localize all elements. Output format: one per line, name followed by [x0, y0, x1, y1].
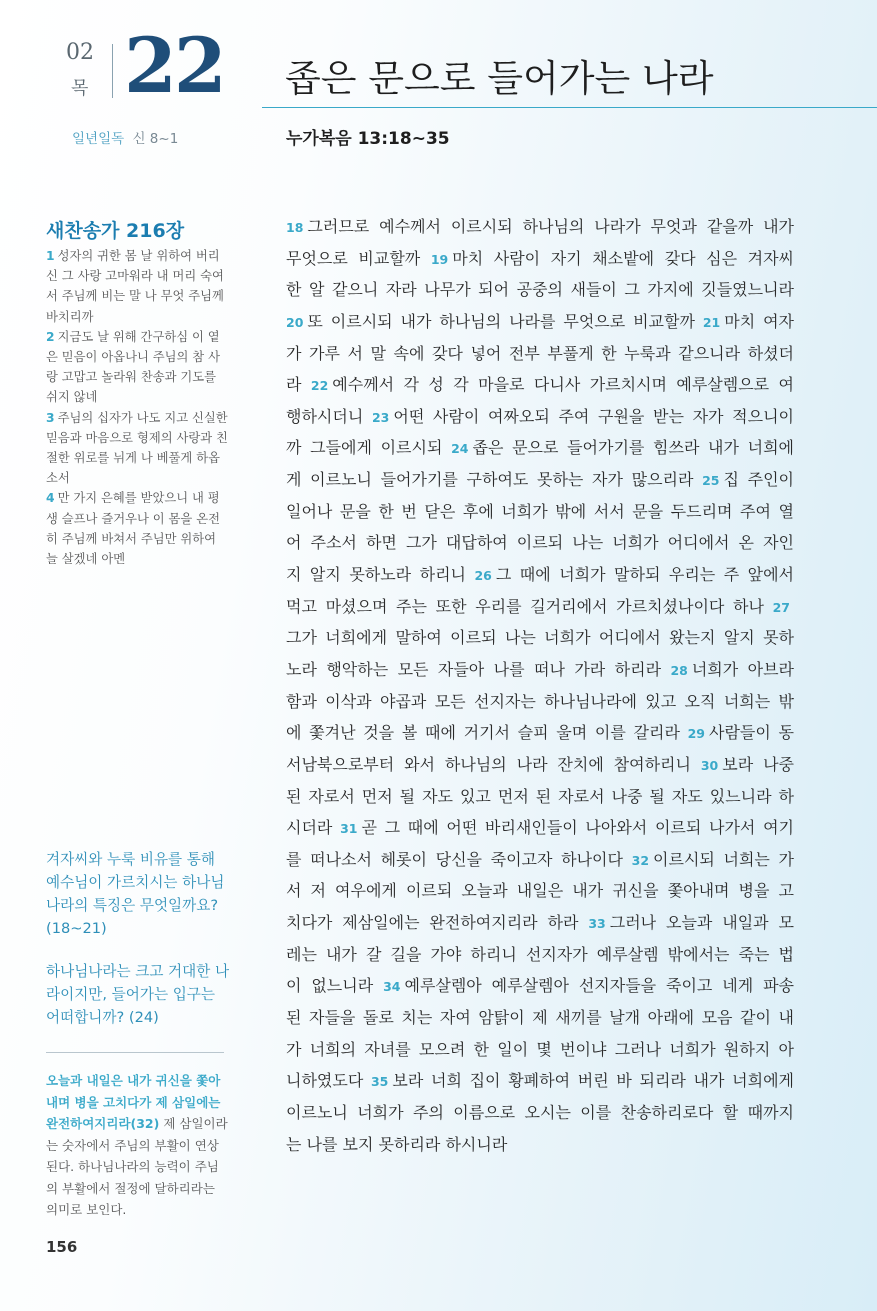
scripture-line	[286, 1097, 794, 1129]
verse-text: 한 알 같으니 자라 나무가 되어 공중의 새들이 그 가지에 깃들였느니라	[286, 280, 794, 300]
verse-text: 노라 행악하는 모든 자들아 나를 떠나 가라 하리라	[286, 659, 671, 679]
scripture-line	[286, 875, 794, 907]
day-number: 22	[124, 21, 224, 110]
verse-text: 그러나 오늘과 내일과 모	[609, 913, 794, 933]
verse-number: 32	[631, 852, 650, 868]
scripture-line	[286, 432, 794, 464]
scripture-line	[286, 1034, 794, 1066]
scripture-line	[286, 306, 794, 338]
verse-number: 27	[772, 599, 790, 615]
scripture-line	[286, 369, 794, 401]
question-1: 겨자씨와 누룩 비유를 통해 예수님이 가르치시는 하나님나라의 특징은 무엇일까요? (18~21)	[46, 851, 225, 937]
scripture-line	[286, 1065, 794, 1097]
month-number: 02	[66, 40, 94, 65]
verse-text: 또 이르시되 내가 하나님의 나라를 무엇으로 비교할까	[307, 311, 703, 331]
verse-text: 너희가 아브라	[691, 659, 794, 679]
scripture-line	[286, 274, 794, 306]
scripture-line	[286, 591, 794, 623]
verse-text: 사람들이 동	[709, 723, 794, 743]
verse-number: 20	[286, 314, 304, 330]
hymn-verse-text: 만 가지 은혜를 받았으니 내 평생 슬프나 즐거우나 이 몸을 온전히 주님께 바쳐서 주님만 위하여 늘 살겠네 아멘	[46, 491, 220, 567]
yearly-reading-label: 일년일독	[72, 131, 125, 147]
verse-text: 레는 내가 갈 길을 가야 하리니 선지자가 예루살렘 밖에서는 죽는 법	[286, 944, 794, 964]
verse-text: 좁은 문으로 들어가기를 힘쓰라 내가 너희에	[472, 438, 794, 458]
scripture-line	[286, 496, 794, 528]
hymn-verse-number: 3	[46, 410, 55, 425]
title-rule	[262, 107, 877, 108]
scripture-line	[286, 1002, 794, 1034]
verse-number: 34	[383, 979, 401, 995]
verse-text: 마치 사람이 자기 채소밭에 갖다 심은 겨자씨	[452, 248, 794, 268]
scripture-line	[286, 907, 794, 939]
verse-text: 예수께서 각 성 각 마을로 다니사 가르치시며 예루살렘으로 여	[332, 375, 794, 395]
scripture-line	[286, 749, 794, 781]
verse-text: 를 떠나소서 헤롯이 당신을 죽이고자 하나이다	[286, 849, 632, 869]
verse-text: 보라 너희 집이 황폐하여 버린 바 되리라 내가 너희에게	[392, 1071, 794, 1091]
verse-text: 이 없느니라	[286, 976, 384, 996]
verse-number: 22	[310, 378, 329, 394]
verse-text: 는 나를 보지 못하리라 하시니라	[286, 1134, 508, 1154]
verse-text: 예루살렘아 예루살렘아 선지자들을 죽이고 네게 파송	[404, 976, 794, 996]
verse-number: 18	[286, 220, 304, 235]
verse-text: 가 너희의 자녀를 모으려 한 일이 몇 번이냐 그러나 너희가 원하지 아	[286, 1039, 794, 1059]
scripture-line	[286, 559, 794, 591]
scripture-line	[286, 527, 794, 559]
verse-number: 31	[340, 821, 358, 837]
hymn-verse	[46, 327, 230, 408]
scripture-line	[286, 654, 794, 686]
hymn-verse-text: 성자의 귀한 몸 날 위하여 버리신 그 사랑 고마워라 내 머리 숙여서 주님께 비는 말 나 무엇 주님께 바치리까	[46, 249, 224, 324]
verse-text: 무엇으로 비교할까	[286, 248, 431, 268]
verse-text: 라	[286, 375, 311, 395]
scripture-line	[286, 781, 794, 813]
scripture-line	[286, 717, 794, 749]
hymn-verse-text: 주님의 십자가 나도 지고 신실한 믿음과 마음으로 형제의 사랑과 친절한 위로를 뉘게 나 베풀게 하옵소서	[46, 410, 228, 486]
verse-number: 19	[430, 251, 449, 267]
verse-number: 33	[588, 916, 606, 932]
verse-text: 가 가루 서 말 속에 갖다 넣어 전부 부풀게 한 누룩과 같으니라 하셨더	[286, 343, 794, 363]
verse-text: 서 저 여우에게 이르되 오늘과 내일은 내가 귀신을 쫓아내며 병을 고	[286, 881, 794, 901]
verse-text: 어떤 사람이 여짜오되 주여 구원을 받는 자가 적으니이	[393, 406, 794, 426]
verse-text: 그 때에 너희가 말하되 우리는 주 앞에서	[495, 565, 795, 585]
verse-number: 21	[702, 314, 721, 330]
date-divider	[112, 44, 113, 98]
verse-text: 마치 여자	[724, 311, 794, 331]
scripture-line	[286, 401, 794, 433]
scripture-line	[286, 812, 794, 844]
scripture-line	[286, 243, 794, 275]
verse-text: 된 자들을 돌로 치는 자여 암탉이 제 새끼를 날개 아래에 모음 같이 내	[286, 1008, 794, 1028]
verse-text: 보라 나중	[722, 754, 794, 774]
page-title: 좁은 문으로 들어가는 나라	[285, 57, 714, 100]
weekday-label: 목	[71, 78, 89, 99]
verse-text: 함과 이삭과 야곱과 모든 선지자는 하나님나라에 있고 오직 너희는 밖	[286, 691, 794, 711]
verse-text: 된 자로서 먼저 될 자도 있고 먼저 된 자로서 나중 될 자도 있느니라 하	[286, 786, 794, 806]
page-number: 156	[46, 1238, 78, 1256]
scripture-line	[286, 1129, 794, 1161]
scripture-text	[286, 211, 794, 1160]
verse-text: 그러므로 예수께서 이르시되 하나님의 나라가 무엇과 같을까 내가	[307, 217, 794, 236]
verse-text: 이르시되 너희는 가	[653, 849, 794, 869]
hymn-verse-number: 1	[46, 249, 55, 263]
sidebar-divider	[46, 1052, 224, 1053]
verse-text: 행하시더니	[286, 406, 372, 426]
hymn-verse	[46, 246, 230, 327]
hymn-title: 새찬송가 216장	[46, 220, 185, 242]
note-text: 제 삼일이라는 숫자에서 주님의 부활이 연상된다. 하나님나라의 능력이 주님의 부활에서 절정에 달하리라는 의미로 보인다.	[46, 1116, 228, 1217]
verse-number: 23	[371, 409, 390, 425]
verse-text: 곧 그 때에 어떤 바리새인들이 나아와서 이르되 나가서 여기	[361, 818, 794, 838]
yearly-reading-ref: 신 8~1	[132, 131, 179, 147]
verse-text: 일어나 문을 한 번 닫은 후에 너희가 밖에 서서 문을 두드리며 주여 열	[286, 501, 794, 521]
verse-text: 집 주인이	[723, 470, 794, 490]
verse-number: 30	[700, 757, 719, 773]
verse-text: 에 쫓겨난 것을 볼 때에 거기서 슬피 울며 이를 갈리라	[286, 723, 688, 743]
passage-reference: 누가복음 13:18~35	[286, 129, 450, 149]
commentary-note	[46, 1070, 228, 1221]
verse-text: 서남북으로부터 와서 하나님의 나라 잔치에 참여하리니	[286, 754, 701, 774]
question-2: 하나님나라는 크고 거대한 나라이지만, 들어가는 입구는 어떠합니까? (24)	[46, 963, 230, 1026]
verse-text: 시더라	[286, 818, 341, 838]
verse-text: 이르노니 너희가 주의 이름으로 오시는 이를 찬송하리로다 할 때까지	[286, 1102, 794, 1122]
hymn-verse-number: 4	[46, 491, 55, 506]
hymn-verse-text: 지금도 날 위해 간구하심 이 옅은 믿음이 아옵나니 주님의 참 사랑 고맙고 놀라워 찬송과 기도를 쉬지 않네	[46, 329, 220, 405]
verse-text: 니하였도다	[286, 1071, 371, 1091]
verse-text: 게 이르노니 들어가기를 구하여도 못하는 자가 많으리라	[286, 470, 703, 490]
hymn-verse-number: 2	[46, 329, 55, 344]
verse-number: 28	[670, 662, 688, 678]
scripture-line	[286, 970, 794, 1002]
scripture-line	[286, 844, 794, 876]
verse-text: 까 그들에게 이르시되	[286, 438, 452, 458]
verse-number: 24	[451, 441, 469, 457]
verse-number: 35	[370, 1074, 389, 1090]
verse-text: 그가 너희에게 말하여 이르되 나는 너희가 어디에서 왔는지 알지 못하	[286, 628, 794, 648]
scripture-line	[286, 464, 794, 496]
verse-text: 어 주소서 하면 그가 대답하여 이르되 나는 너희가 어디에서 온 자인	[286, 533, 794, 553]
scripture-line	[286, 939, 794, 971]
verse-text: 지 알지 못하노라 하리니	[286, 565, 475, 585]
scripture-line	[286, 686, 794, 718]
verse-number: 25	[702, 473, 720, 489]
note-highlight: 오늘과 내일은 내가 귀신을 쫓아내며 병을 고치다가 제 삼일에는 완전하여지리라(32)	[46, 1073, 221, 1131]
verse-text: 치다가 제삼일에는 완전하여지리라 하라	[286, 913, 589, 933]
scripture-line	[286, 211, 794, 243]
verse-text: 먹고 마셨으며 주는 또한 우리를 길거리에서 가르치셨나이다 하나	[286, 596, 773, 616]
scripture-line	[286, 622, 794, 654]
verse-number: 29	[687, 726, 706, 742]
verse-number: 26	[474, 568, 492, 584]
scripture-line	[286, 338, 794, 370]
hymn-verse	[46, 408, 230, 489]
yearly-reading	[72, 127, 178, 147]
hymn-verses	[46, 246, 230, 569]
hymn-verse	[46, 488, 230, 569]
